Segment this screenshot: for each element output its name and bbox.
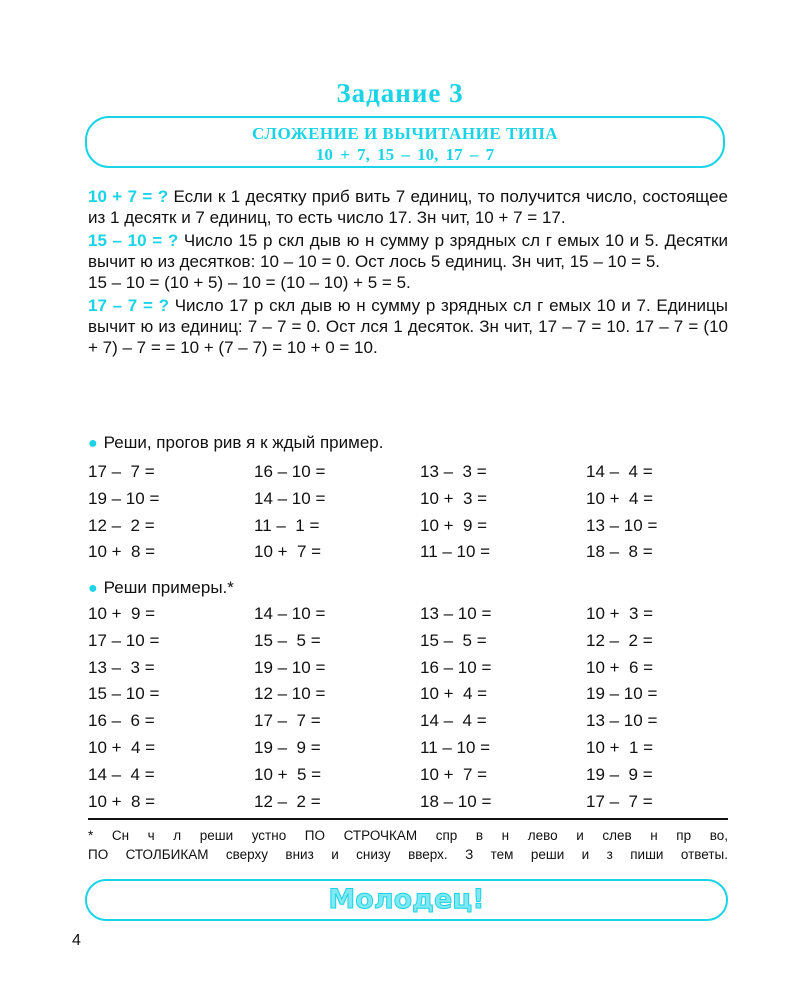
- task2-label: Реши примеры.*: [103, 578, 234, 597]
- math-example: 18 – 10 =: [420, 791, 492, 811]
- footnote-line: * Сн ч л реши устно ПО СТРОЧКАМ спр в н лево и слев н пр во,: [88, 828, 728, 843]
- example-highlight: 15 – 10 = ?: [88, 231, 179, 250]
- topic-examples: 10 + 7, 15 – 10, 17 – 7: [315, 145, 495, 164]
- task-title: Задание 3: [336, 78, 464, 108]
- math-example: 17 – 10 =: [88, 630, 160, 650]
- example-highlight: 10 + 7 = ?: [88, 187, 169, 206]
- task2-instruction: [88, 578, 234, 598]
- math-example: 10 + 4 =: [420, 684, 488, 704]
- footnote-line: ПО СТОЛБИКАМ сверху вниз и снизу вверх. З тем реши и з пиши ответы.: [88, 847, 728, 862]
- math-example: 10 + 8 =: [88, 791, 156, 811]
- explanation-paragraph: [88, 186, 728, 228]
- math-example: 15 – 10 =: [88, 684, 160, 704]
- example-row: [88, 631, 728, 658]
- math-example: 19 – 10 =: [586, 684, 658, 704]
- math-example: 10 + 3 =: [420, 488, 488, 508]
- math-example: 17 – 7 =: [88, 462, 155, 481]
- explanation-body: Число 17 р скл дыв ю н сумму р зрядных сл г емых 10 и 7. Единицы вычит ю из единиц: 7 – 7 = 0. Ост лся 1 десяток. Зн чит, 17 – 7 = 10. 17 – 7 = (10 + 7) – 7 = = 10 + (7 – 7) = 10 + 0 = 10.: [88, 296, 728, 357]
- math-example: 10 + 3 =: [586, 604, 654, 623]
- footnote: [88, 826, 728, 864]
- task2-examples-grid: [88, 604, 728, 818]
- footnote-divider: [88, 818, 728, 820]
- math-example: 12 – 2 =: [254, 791, 321, 811]
- math-example: 10 + 4 =: [586, 488, 654, 508]
- math-example: 13 – 3 =: [88, 657, 155, 677]
- explanation-formula: 15 – 10 = (10 + 5) – 10 = (10 – 10) + 5 = 5.: [88, 273, 411, 292]
- example-row: [88, 658, 728, 685]
- math-example: 19 – 9 =: [254, 737, 321, 757]
- math-example: 17 – 7 =: [586, 791, 653, 811]
- math-example: 16 – 10 =: [420, 657, 492, 677]
- praise-text: Молодец!: [328, 884, 485, 915]
- example-row: [88, 765, 728, 792]
- math-example: 10 + 7 =: [254, 542, 322, 562]
- math-example: 10 + 9 =: [420, 515, 488, 535]
- math-example: 11 – 10 =: [420, 737, 491, 757]
- explanation-paragraph: [88, 230, 728, 293]
- example-row: [88, 516, 728, 543]
- math-example: 13 – 10 =: [586, 711, 658, 731]
- math-example: 14 – 4 =: [586, 462, 653, 481]
- math-example: 14 – 10 =: [254, 604, 326, 623]
- example-row: [88, 684, 728, 711]
- example-row: [88, 489, 728, 516]
- explanation-body: Число 15 р скл дыв ю н сумму р зрядных сл г емых 10 и 5. Десятки вычит ю из десятков: 10 – 10 = 0. Ост лось 5 единиц. Зн чит, 15 – 10 = 5.: [88, 231, 728, 271]
- math-example: 12 – 10 =: [254, 684, 326, 704]
- example-row: [88, 711, 728, 738]
- math-example: 13 – 10 =: [586, 515, 658, 535]
- bullet-icon: ●: [88, 580, 98, 597]
- math-example: 11 – 1 =: [254, 515, 320, 535]
- math-example: 10 + 8 =: [88, 542, 156, 562]
- praise-banner: [85, 879, 728, 921]
- example-highlight: 17 – 7 = ?: [88, 296, 169, 315]
- math-example: 10 + 6 =: [586, 657, 654, 677]
- math-example: 13 – 3 =: [420, 462, 487, 481]
- explanation-body: Если к 1 десятку приб вить 7 единиц, то получится число, состоящее из 1 десятк и 7 единиц, то есть число 17. Зн чит, 10 + 7 = 17.: [88, 187, 728, 227]
- example-row: [88, 738, 728, 765]
- math-example: 10 + 5 =: [254, 764, 322, 784]
- math-example: 11 – 10 =: [420, 542, 491, 562]
- task1-instruction: [88, 433, 383, 453]
- task1-examples-grid: [88, 462, 728, 569]
- page-number: 4: [72, 932, 81, 949]
- example-row: [88, 542, 728, 569]
- task1-label: Реши, прогов рив я к ждый пример.: [103, 433, 384, 452]
- topic-heading: СЛОЖЕНИЕ И ВЫЧИТАНИЕ ТИПА: [251, 124, 559, 143]
- math-example: 16 – 6 =: [88, 711, 155, 731]
- explanation-text: [88, 186, 728, 360]
- math-example: 19 – 10 =: [88, 488, 160, 508]
- math-example: 12 – 2 =: [586, 630, 653, 650]
- bullet-icon: ●: [88, 435, 98, 452]
- example-row: [88, 462, 728, 489]
- math-example: 19 – 10 =: [254, 657, 326, 677]
- math-example: 15 – 5 =: [254, 630, 321, 650]
- topic-box: [85, 116, 725, 168]
- math-example: 12 – 2 =: [88, 515, 155, 535]
- math-example: 14 – 10 =: [254, 488, 326, 508]
- math-example: 17 – 7 =: [254, 711, 321, 731]
- math-example: 18 – 8 =: [586, 542, 653, 562]
- math-example: 14 – 4 =: [88, 764, 155, 784]
- math-example: 10 + 1 =: [586, 737, 654, 757]
- math-example: 10 + 9 =: [88, 604, 156, 623]
- math-example: 15 – 5 =: [420, 630, 487, 650]
- explanation-paragraph: [88, 295, 728, 358]
- math-example: 16 – 10 =: [254, 462, 326, 481]
- example-row: [88, 604, 728, 631]
- math-example: 10 + 7 =: [420, 764, 488, 784]
- example-row: [88, 792, 728, 819]
- math-example: 10 + 4 =: [88, 737, 156, 757]
- math-example: 13 – 10 =: [420, 604, 492, 623]
- math-example: 19 – 9 =: [586, 764, 653, 784]
- math-example: 14 – 4 =: [420, 711, 487, 731]
